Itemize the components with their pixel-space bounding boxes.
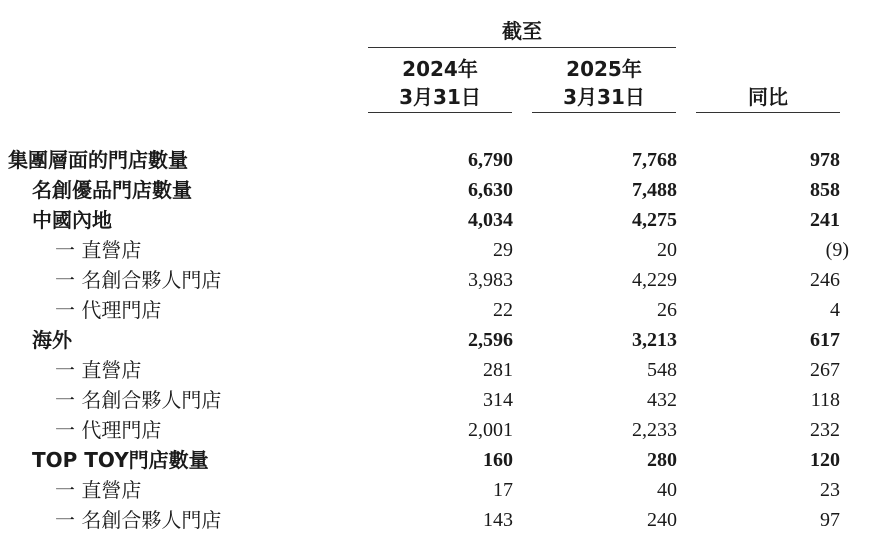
row-label: 一 名創合夥人門店 <box>55 388 222 412</box>
table-row <box>0 265 870 295</box>
value-2025: 2,233 <box>632 419 677 441</box>
value-2025: 4,275 <box>632 209 677 231</box>
row-label: 一 代理門店 <box>55 298 162 322</box>
table-row <box>0 295 870 325</box>
col1-year-header: 2024年 <box>402 57 478 81</box>
col3-header: 同比 <box>748 85 788 109</box>
value-yoy: (9) <box>825 239 849 261</box>
value-2025: 20 <box>657 239 677 261</box>
as-of-underline <box>368 47 676 48</box>
value-2025: 432 <box>647 389 677 411</box>
col2-date-header: 3月31日 <box>563 85 645 109</box>
value-2024: 4,034 <box>468 209 513 231</box>
value-2024: 2,001 <box>468 419 513 441</box>
table-row <box>0 325 870 355</box>
table-row <box>0 385 870 415</box>
value-2025: 280 <box>647 449 677 471</box>
value-2024: 314 <box>483 389 513 411</box>
row-label: 一 名創合夥人門店 <box>55 268 222 292</box>
value-yoy: 617 <box>810 329 840 351</box>
row-label: 一 直營店 <box>55 478 142 502</box>
row-label: 一 直營店 <box>55 238 142 262</box>
value-yoy: 232 <box>810 419 840 441</box>
table-row <box>0 445 870 475</box>
value-2025: 240 <box>647 509 677 531</box>
value-2025: 40 <box>657 479 677 501</box>
value-2025: 4,229 <box>632 269 677 291</box>
table-row <box>0 235 870 265</box>
value-2024: 143 <box>483 509 513 531</box>
value-2024: 17 <box>493 479 513 501</box>
row-label: 海外 <box>32 328 72 352</box>
row-label: 一 代理門店 <box>55 418 162 442</box>
value-yoy: 120 <box>810 449 840 471</box>
row-label: 一 名創合夥人門店 <box>55 508 222 532</box>
table-row <box>0 145 870 175</box>
value-2024: 2,596 <box>468 329 513 351</box>
value-yoy: 97 <box>820 509 840 531</box>
col2-year-header: 2025年 <box>566 57 642 81</box>
table-row <box>0 415 870 445</box>
value-2025: 3,213 <box>632 329 677 351</box>
table-row <box>0 475 870 505</box>
table-row <box>0 175 870 205</box>
value-2025: 7,768 <box>632 149 677 171</box>
value-2024: 22 <box>493 299 513 321</box>
value-yoy: 241 <box>810 209 840 231</box>
value-2025: 548 <box>647 359 677 381</box>
value-yoy: 978 <box>810 149 840 171</box>
value-yoy: 246 <box>810 269 840 291</box>
row-label: 中國內地 <box>32 208 112 232</box>
row-label: TOP TOY門店數量 <box>32 448 209 472</box>
value-2024: 160 <box>483 449 513 471</box>
value-2024: 6,630 <box>468 179 513 201</box>
value-2024: 281 <box>483 359 513 381</box>
value-2024: 6,790 <box>468 149 513 171</box>
row-label: 一 直營店 <box>55 358 142 382</box>
col3-header-underline <box>696 112 840 113</box>
row-label: 集團層面的門店數量 <box>8 148 188 172</box>
table-row <box>0 505 870 535</box>
value-yoy: 858 <box>810 179 840 201</box>
value-yoy: 267 <box>810 359 840 381</box>
value-2025: 7,488 <box>632 179 677 201</box>
col1-header-underline <box>368 112 512 113</box>
col2-header-underline <box>532 112 676 113</box>
value-2024: 3,983 <box>468 269 513 291</box>
value-yoy: 23 <box>820 479 840 501</box>
table-row <box>0 205 870 235</box>
value-2024: 29 <box>493 239 513 261</box>
value-yoy: 4 <box>830 299 840 321</box>
col1-date-header: 3月31日 <box>399 85 481 109</box>
row-label: 名創優品門店數量 <box>32 178 192 202</box>
as-of-header: 截至 <box>502 19 542 43</box>
value-2025: 26 <box>657 299 677 321</box>
table-row <box>0 355 870 385</box>
value-yoy: 118 <box>810 389 840 411</box>
